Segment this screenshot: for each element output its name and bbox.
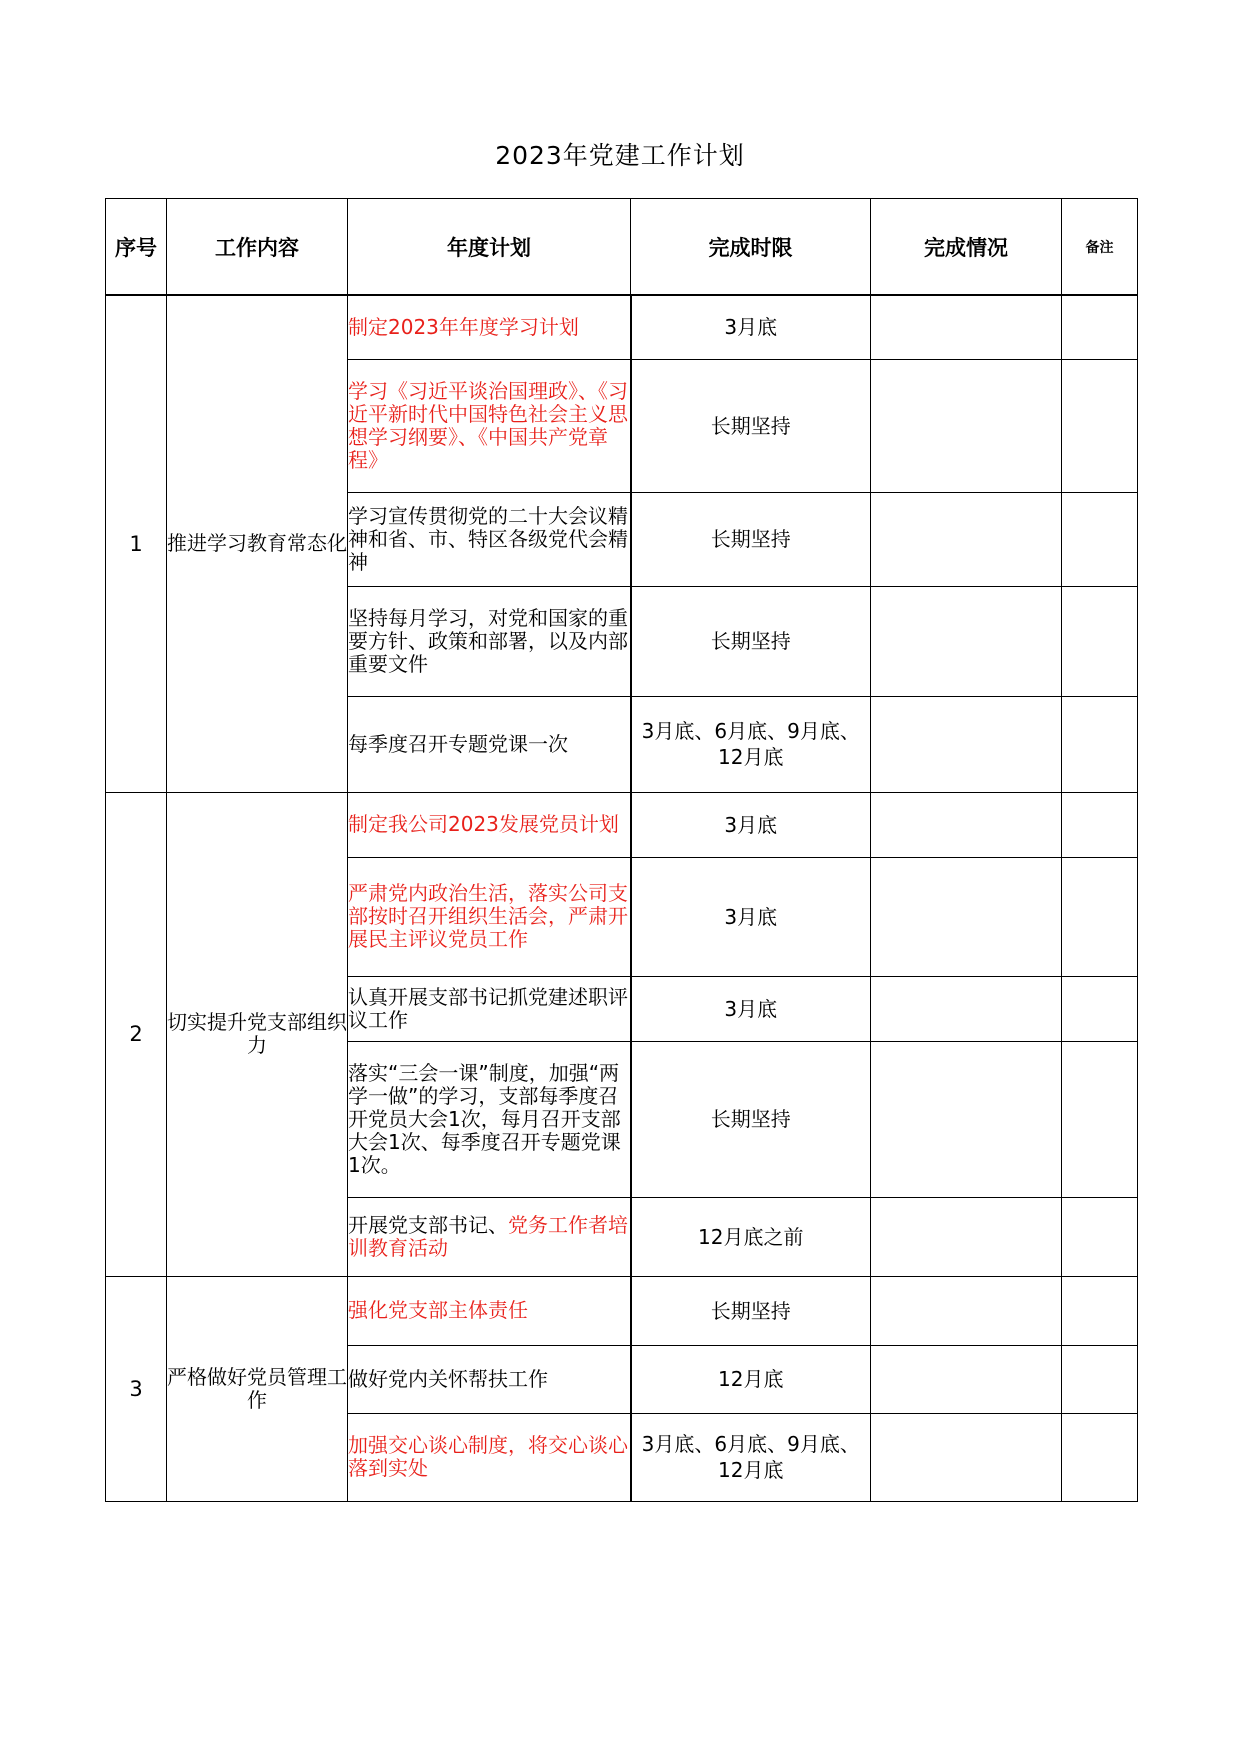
deadline-cell: 长期坚持 bbox=[631, 586, 871, 696]
page-title: 2023年党建工作计划 bbox=[495, 141, 745, 170]
plan-cell: 坚持每月学习，对党和国家的重要方针、政策和部署，以及内部重要文件 bbox=[348, 586, 631, 696]
deadline-cell: 3月底 bbox=[631, 857, 871, 976]
deadline-cell: 3月底、6月底、9月底、12月底 bbox=[631, 1413, 871, 1501]
group-content: 推进学习教育常态化 bbox=[167, 295, 348, 792]
plan-cell: 强化党支部主体责任 bbox=[348, 1276, 631, 1345]
group-seq: 3 bbox=[106, 1276, 167, 1501]
status-cell bbox=[871, 1041, 1062, 1197]
deadline-cell: 长期坚持 bbox=[631, 1276, 871, 1345]
remark-cell bbox=[1062, 1413, 1138, 1501]
plan-cell: 每季度召开专题党课一次 bbox=[348, 696, 631, 792]
remark-cell bbox=[1062, 792, 1138, 857]
plan-cell: 落实“三会一课”制度，加强“两学一做”的学习，支部每季度召开党员大会1次，每月召开支部大会1次、每季度召开专题党课1次。 bbox=[348, 1041, 631, 1197]
status-cell bbox=[871, 1276, 1062, 1345]
remark-cell bbox=[1062, 1197, 1138, 1276]
status-cell bbox=[871, 295, 1062, 359]
plan-text-red: 党务工作者培训教育活动 bbox=[348, 1212, 628, 1260]
group-seq: 2 bbox=[106, 792, 167, 1276]
plan-cell: 做好党内关怀帮扶工作 bbox=[348, 1345, 631, 1413]
remark-cell bbox=[1062, 1345, 1138, 1413]
deadline-cell: 长期坚持 bbox=[631, 1041, 871, 1197]
plan-cell: 制定2023年年度学习计划 bbox=[348, 295, 631, 359]
status-cell bbox=[871, 359, 1062, 492]
header-row bbox=[106, 199, 1138, 296]
remark-cell bbox=[1062, 1041, 1138, 1197]
plan-cell: 学习《习近平谈治国理政》、《习近平新时代中国特色社会主义思想学习纲要》、《中国共产党章程》 bbox=[348, 359, 631, 492]
remark-cell bbox=[1062, 359, 1138, 492]
status-cell bbox=[871, 696, 1062, 792]
remark-cell bbox=[1062, 976, 1138, 1041]
status-cell bbox=[871, 492, 1062, 586]
table-row bbox=[106, 295, 1138, 359]
status-cell bbox=[871, 1197, 1062, 1276]
status-cell bbox=[871, 792, 1062, 857]
deadline-cell: 12月底之前 bbox=[631, 1197, 871, 1276]
plan-cell: 制定我公司2023发展党员计划 bbox=[348, 792, 631, 857]
status-cell bbox=[871, 976, 1062, 1041]
plan-cell: 学习宣传贯彻党的二十大会议精神和省、市、特区各级党代会精神 bbox=[348, 492, 631, 586]
header-content: 工作内容 bbox=[167, 199, 348, 296]
plan-cell: 加强交心谈心制度，将交心谈心落到实处 bbox=[348, 1413, 631, 1501]
plan-cell bbox=[348, 1197, 631, 1276]
plan-cell: 严肃党内政治生活，落实公司支部按时召开组织生活会，严肃开展民主评议党员工作 bbox=[348, 857, 631, 976]
remark-cell bbox=[1062, 295, 1138, 359]
table-row bbox=[106, 792, 1138, 857]
remark-cell bbox=[1062, 696, 1138, 792]
group-seq: 1 bbox=[106, 295, 167, 792]
deadline-cell: 12月底 bbox=[631, 1345, 871, 1413]
status-cell bbox=[871, 1413, 1062, 1501]
header-remark: 备注 bbox=[1062, 199, 1138, 296]
deadline-cell: 3月底 bbox=[631, 976, 871, 1041]
plan-text-black: 开展党支部书记、 bbox=[348, 1212, 508, 1237]
table-row bbox=[106, 1276, 1138, 1345]
group-content: 切实提升党支部组织力 bbox=[167, 792, 348, 1276]
group-content: 严格做好党员管理工作 bbox=[167, 1276, 348, 1501]
header-status: 完成情况 bbox=[871, 199, 1062, 296]
deadline-cell: 3月底、6月底、9月底、12月底 bbox=[631, 696, 871, 792]
header-deadline: 完成时限 bbox=[631, 199, 871, 296]
status-cell bbox=[871, 857, 1062, 976]
deadline-cell: 3月底 bbox=[631, 295, 871, 359]
plan-cell: 认真开展支部书记抓党建述职评议工作 bbox=[348, 976, 631, 1041]
deadline-cell: 长期坚持 bbox=[631, 359, 871, 492]
deadline-cell: 3月底 bbox=[631, 792, 871, 857]
remark-cell bbox=[1062, 1276, 1138, 1345]
header-plan: 年度计划 bbox=[348, 199, 631, 296]
status-cell bbox=[871, 586, 1062, 696]
remark-cell bbox=[1062, 586, 1138, 696]
remark-cell bbox=[1062, 492, 1138, 586]
remark-cell bbox=[1062, 857, 1138, 976]
header-seq: 序号 bbox=[106, 199, 167, 296]
status-cell bbox=[871, 1345, 1062, 1413]
deadline-cell: 长期坚持 bbox=[631, 492, 871, 586]
plan-table bbox=[105, 198, 1138, 1502]
